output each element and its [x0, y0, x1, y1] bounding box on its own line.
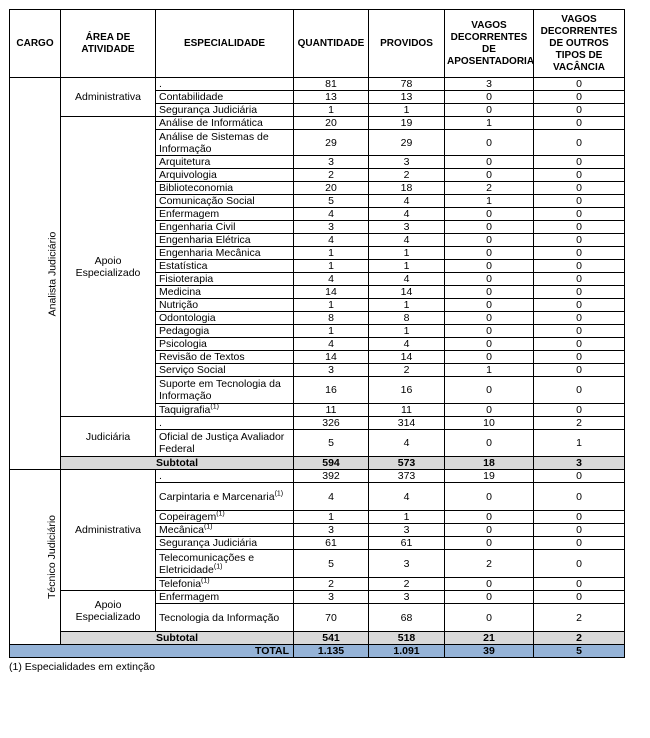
- vagos-aposentadoria-cell: 0: [445, 351, 534, 364]
- vagos-aposentadoria-cell: 2: [445, 182, 534, 195]
- vagos-outros-cell: 0: [534, 483, 625, 511]
- analista-subtotal-row: [10, 457, 625, 470]
- vagos-outros-cell: 0: [534, 234, 625, 247]
- vagos-aposentadoria-cell: 0: [445, 273, 534, 286]
- vacancy-table-container: [9, 9, 624, 673]
- especialidade-label: Engenharia Mecânica: [159, 247, 261, 259]
- quantidade-cell: 5: [294, 550, 369, 578]
- vagos-aposentadoria-cell: 2: [445, 550, 534, 578]
- analista-cargo-label: Analista Judiciário: [46, 231, 59, 316]
- vagos-outros-cell: 0: [534, 273, 625, 286]
- vagos-aposentadoria-cell: 1: [445, 117, 534, 130]
- providos-cell: 4: [369, 208, 445, 221]
- providos-cell: 2: [369, 364, 445, 377]
- vagos-outros-cell: 0: [534, 156, 625, 169]
- especialidade-label: Arquitetura: [159, 156, 211, 168]
- especialidade-cell: [156, 273, 294, 286]
- vagos-outros-cell: 0: [534, 221, 625, 234]
- vagos-outros-cell: 1: [534, 430, 625, 457]
- especialidade-label: Fisioterapia: [159, 273, 214, 285]
- footnote-marker: (1): [216, 510, 225, 518]
- vagos-aposentadoria-cell: 0: [445, 221, 534, 234]
- especialidade-cell: [156, 130, 294, 156]
- quantidade-cell: 14: [294, 286, 369, 299]
- especialidade-cell: [156, 260, 294, 273]
- providos-cell: 2: [369, 578, 445, 591]
- vagos-aposentadoria-cell: 0: [445, 377, 534, 404]
- especialidade-cell: [156, 325, 294, 338]
- vagos-outros-cell: 0: [534, 299, 625, 312]
- especialidade-label: Contabilidade: [159, 91, 224, 103]
- vagos-aposentadoria-cell: 1: [445, 364, 534, 377]
- total-row: [10, 645, 625, 658]
- footnote-marker: (1): [274, 490, 284, 497]
- providos-cell: 2: [369, 169, 445, 182]
- table-row: [10, 117, 625, 130]
- vagos-outros-cell: 0: [534, 130, 625, 156]
- vagos-aposentadoria-cell: 0: [445, 511, 534, 524]
- especialidade-label: Enfermagem: [159, 591, 220, 603]
- vagos-outros-cell: 0: [534, 169, 625, 182]
- providos-cell: 78: [369, 78, 445, 91]
- quantidade-cell: 4: [294, 234, 369, 247]
- providos-cell: 61: [369, 537, 445, 550]
- quantidade-cell: 81: [294, 78, 369, 91]
- especialidade-label: .: [159, 470, 162, 482]
- quantidade-cell: 2: [294, 169, 369, 182]
- providos-cell: 1: [369, 511, 445, 524]
- header-cargo: CARGO: [10, 10, 61, 78]
- footnote: (1) Especialidades em extinção: [9, 661, 155, 673]
- quantidade-cell: 14: [294, 351, 369, 364]
- subtotal-vagos-outros: 3: [534, 457, 625, 470]
- total-vagos-aposentadoria: 39: [445, 645, 534, 658]
- tecnico-subtotal-row: [10, 632, 625, 645]
- especialidade-label: Odontologia: [159, 312, 216, 324]
- providos-cell: 11: [369, 404, 445, 417]
- vagos-outros-cell: 0: [534, 537, 625, 550]
- footnote-marker: (1): [203, 523, 213, 531]
- especialidade-label: Medicina: [159, 286, 202, 298]
- quantidade-cell: 392: [294, 470, 369, 483]
- especialidade-cell: [156, 104, 294, 117]
- especialidade-cell: [156, 78, 294, 91]
- subtotal-quantidade: 594: [294, 457, 369, 470]
- especialidade-cell: [156, 470, 294, 483]
- vagos-outros-cell: 0: [534, 470, 625, 483]
- quantidade-cell: 4: [294, 483, 369, 511]
- providos-cell: 3: [369, 524, 445, 537]
- especialidade-cell: [156, 550, 294, 578]
- table-body: [10, 78, 625, 658]
- table-row: [10, 417, 625, 430]
- vagos-aposentadoria-cell: 0: [445, 537, 534, 550]
- subtotal-vagos-aposentadoria: 18: [445, 457, 534, 470]
- vagos-outros-cell: 0: [534, 364, 625, 377]
- quantidade-cell: 11: [294, 404, 369, 417]
- especialidade-cell: [156, 511, 294, 524]
- tecnico-cargo-label: Técnico Judiciário: [46, 514, 59, 600]
- subtotal-quantidade: 541: [294, 632, 369, 645]
- providos-cell: 4: [369, 273, 445, 286]
- vagos-outros-cell: 2: [534, 604, 625, 632]
- especialidade-cell: [156, 169, 294, 182]
- quantidade-cell: 20: [294, 117, 369, 130]
- especialidade-label: Serviço Social: [159, 364, 226, 376]
- subtotal-providos: 573: [369, 457, 445, 470]
- especialidade-label: Revisão de Textos: [159, 351, 245, 363]
- quantidade-cell: 3: [294, 364, 369, 377]
- especialidade-cell: [156, 208, 294, 221]
- quantidade-cell: 3: [294, 156, 369, 169]
- quantidade-cell: 70: [294, 604, 369, 632]
- vagos-outros-cell: 0: [534, 404, 625, 417]
- quantidade-cell: 326: [294, 417, 369, 430]
- providos-cell: 14: [369, 351, 445, 364]
- vagos-aposentadoria-cell: 0: [445, 247, 534, 260]
- vagos-aposentadoria-cell: 0: [445, 591, 534, 604]
- especialidade-label: Biblioteconomia: [159, 182, 234, 194]
- providos-cell: 1: [369, 299, 445, 312]
- providos-cell: 8: [369, 312, 445, 325]
- especialidade-label: Copeiragem: [159, 511, 217, 523]
- especialidade-label: Análise de Informática: [159, 117, 263, 129]
- especialidade-cell: [156, 351, 294, 364]
- providos-cell: 3: [369, 221, 445, 234]
- quantidade-cell: 3: [294, 524, 369, 537]
- especialidade-cell: [156, 312, 294, 325]
- especialidade-label: Telecomunicações e Eletricidade: [159, 551, 255, 576]
- vagos-aposentadoria-cell: 0: [445, 104, 534, 117]
- quantidade-cell: 29: [294, 130, 369, 156]
- providos-cell: 1: [369, 247, 445, 260]
- vagos-outros-cell: 0: [534, 247, 625, 260]
- vacancy-table: [9, 9, 625, 658]
- especialidade-cell: [156, 195, 294, 208]
- vagos-aposentadoria-cell: 3: [445, 78, 534, 91]
- area-cell: Judiciária: [61, 417, 156, 457]
- vagos-aposentadoria-cell: 0: [445, 338, 534, 351]
- quantidade-cell: 3: [294, 221, 369, 234]
- especialidade-cell: [156, 591, 294, 604]
- especialidade-label: Segurança Judiciária: [159, 104, 258, 116]
- especialidade-label: Mecânica: [159, 524, 204, 536]
- providos-cell: 18: [369, 182, 445, 195]
- especialidade-cell: [156, 286, 294, 299]
- especialidade-cell: [156, 417, 294, 430]
- quantidade-cell: 5: [294, 430, 369, 457]
- vagos-outros-cell: 0: [534, 511, 625, 524]
- especialidade-label: .: [159, 417, 162, 429]
- providos-cell: 4: [369, 338, 445, 351]
- vagos-aposentadoria-cell: 0: [445, 286, 534, 299]
- especialidade-cell: [156, 156, 294, 169]
- especialidade-label: Oficial de Justiça Avaliador Federal: [159, 431, 285, 455]
- footnote-marker: (1): [210, 403, 219, 411]
- subtotal-label: Subtotal: [61, 632, 294, 645]
- especialidade-cell: [156, 483, 294, 511]
- especialidade-label: Engenharia Elétrica: [159, 234, 251, 246]
- especialidade-cell: [156, 404, 294, 417]
- area-cell: Administrativa: [61, 470, 156, 591]
- quantidade-cell: 61: [294, 537, 369, 550]
- especialidade-cell: [156, 117, 294, 130]
- total-quantidade: 1.135: [294, 645, 369, 658]
- analista-cargo-cell: [10, 78, 61, 470]
- table-row: [10, 470, 625, 483]
- providos-cell: 1: [369, 260, 445, 273]
- especialidade-label: Taquigrafia: [159, 404, 211, 416]
- vagos-aposentadoria-cell: 0: [445, 325, 534, 338]
- especialidade-label: Tecnologia da Informação: [159, 611, 280, 624]
- providos-cell: 4: [369, 483, 445, 511]
- providos-cell: 14: [369, 286, 445, 299]
- vagos-aposentadoria-cell: 0: [445, 604, 534, 632]
- providos-cell: 3: [369, 550, 445, 578]
- especialidade-label: Telefonia: [159, 578, 202, 590]
- providos-cell: 3: [369, 156, 445, 169]
- especialidade-cell: [156, 537, 294, 550]
- providos-cell: 3: [369, 591, 445, 604]
- subtotal-providos: 518: [369, 632, 445, 645]
- providos-cell: 4: [369, 430, 445, 457]
- especialidade-cell: [156, 91, 294, 104]
- vagos-outros-cell: 0: [534, 325, 625, 338]
- vagos-aposentadoria-cell: 0: [445, 430, 534, 457]
- footnote-marker: (1): [213, 563, 223, 570]
- vagos-aposentadoria-cell: 0: [445, 91, 534, 104]
- header-vagos-outros: VAGOS DECORRENTES DE OUTROS TIPOS DE VACÂNCIA: [534, 10, 625, 78]
- subtotal-vagos-aposentadoria: 21: [445, 632, 534, 645]
- total-providos: 1.091: [369, 645, 445, 658]
- vagos-aposentadoria-cell: 10: [445, 417, 534, 430]
- especialidade-label: Suporte em Tecnologia da Informação: [159, 378, 281, 402]
- vagos-outros-cell: 0: [534, 351, 625, 364]
- providos-cell: 4: [369, 234, 445, 247]
- vagos-outros-cell: 0: [534, 550, 625, 578]
- vagos-aposentadoria-cell: 0: [445, 169, 534, 182]
- especialidade-cell: [156, 578, 294, 591]
- providos-cell: 1: [369, 104, 445, 117]
- especialidade-cell: [156, 430, 294, 457]
- vagos-aposentadoria-cell: 0: [445, 404, 534, 417]
- vagos-aposentadoria-cell: 0: [445, 312, 534, 325]
- providos-cell: 13: [369, 91, 445, 104]
- providos-cell: 19: [369, 117, 445, 130]
- quantidade-cell: 5: [294, 195, 369, 208]
- quantidade-cell: 1: [294, 104, 369, 117]
- especialidade-label: Segurança Judiciária: [159, 537, 258, 549]
- quantidade-cell: 1: [294, 247, 369, 260]
- providos-cell: 68: [369, 604, 445, 632]
- total-label: TOTAL: [10, 645, 294, 658]
- vagos-outros-cell: 0: [534, 78, 625, 91]
- header-row: [10, 10, 625, 78]
- quantidade-cell: 1: [294, 511, 369, 524]
- vagos-aposentadoria-cell: 19: [445, 470, 534, 483]
- quantidade-cell: 1: [294, 325, 369, 338]
- especialidade-cell: [156, 299, 294, 312]
- especialidade-cell: [156, 234, 294, 247]
- vagos-outros-cell: 0: [534, 286, 625, 299]
- vagos-aposentadoria-cell: 0: [445, 483, 534, 511]
- especialidade-label: .: [159, 78, 162, 90]
- providos-cell: 16: [369, 377, 445, 404]
- providos-cell: 373: [369, 470, 445, 483]
- quantidade-cell: 13: [294, 91, 369, 104]
- area-cell: Apoio Especializado: [61, 591, 156, 632]
- vagos-aposentadoria-cell: 0: [445, 130, 534, 156]
- table-row: [10, 78, 625, 91]
- especialidade-label: Pedagogia: [159, 325, 210, 337]
- vagos-outros-cell: 0: [534, 195, 625, 208]
- quantidade-cell: 1: [294, 260, 369, 273]
- vagos-outros-cell: 0: [534, 524, 625, 537]
- area-cell: Administrativa: [61, 78, 156, 117]
- especialidade-label: Enfermagem: [159, 208, 220, 220]
- vagos-aposentadoria-cell: 0: [445, 260, 534, 273]
- quantidade-cell: 1: [294, 299, 369, 312]
- especialidade-cell: [156, 182, 294, 195]
- especialidade-cell: [156, 247, 294, 260]
- providos-cell: 4: [369, 195, 445, 208]
- vagos-outros-cell: 0: [534, 338, 625, 351]
- subtotal-label: Subtotal: [61, 457, 294, 470]
- especialidade-cell: [156, 364, 294, 377]
- vagos-outros-cell: 0: [534, 260, 625, 273]
- vagos-aposentadoria-cell: 0: [445, 578, 534, 591]
- quantidade-cell: 16: [294, 377, 369, 404]
- especialidade-cell: [156, 338, 294, 351]
- header-especialidade: ESPECIALIDADE: [156, 10, 294, 78]
- quantidade-cell: 20: [294, 182, 369, 195]
- vagos-outros-cell: 0: [534, 208, 625, 221]
- providos-cell: 1: [369, 325, 445, 338]
- especialidade-label: Análise de Sistemas de Informação: [159, 130, 269, 155]
- header-area: ÁREA DE ATIVIDADE: [61, 10, 156, 78]
- vagos-aposentadoria-cell: 0: [445, 299, 534, 312]
- vagos-aposentadoria-cell: 0: [445, 234, 534, 247]
- header-quantidade: QUANTIDADE: [294, 10, 369, 78]
- especialidade-cell: [156, 221, 294, 234]
- vagos-outros-cell: 0: [534, 578, 625, 591]
- quantidade-cell: 4: [294, 273, 369, 286]
- area-cell: Apoio Especializado: [61, 117, 156, 417]
- especialidade-label: Psicologia: [159, 338, 207, 350]
- especialidade-label: Carpintaria e Marcenaria: [159, 490, 275, 503]
- vagos-aposentadoria-cell: 0: [445, 524, 534, 537]
- header-vagos-aposentadoria: VAGOS DECORRENTES DE APOSENTADORIA: [445, 10, 534, 78]
- especialidade-label: Nutrição: [159, 299, 199, 311]
- vagos-outros-cell: 0: [534, 117, 625, 130]
- vagos-outros-cell: 0: [534, 182, 625, 195]
- vagos-outros-cell: 0: [534, 312, 625, 325]
- quantidade-cell: 2: [294, 578, 369, 591]
- table-row: [10, 591, 625, 604]
- especialidade-cell: [156, 524, 294, 537]
- especialidade-label: Comunicação Social: [159, 195, 255, 207]
- especialidade-label: Arquivologia: [159, 169, 217, 181]
- providos-cell: 314: [369, 417, 445, 430]
- quantidade-cell: 4: [294, 208, 369, 221]
- vagos-outros-cell: 0: [534, 591, 625, 604]
- footnote-marker: (1): [201, 577, 210, 585]
- tecnico-cargo-cell: [10, 470, 61, 645]
- especialidade-cell: [156, 377, 294, 404]
- vagos-aposentadoria-cell: 1: [445, 195, 534, 208]
- especialidade-cell: [156, 604, 294, 632]
- vagos-outros-cell: 0: [534, 377, 625, 404]
- vagos-aposentadoria-cell: 0: [445, 156, 534, 169]
- total-vagos-outros: 5: [534, 645, 625, 658]
- especialidade-label: Estatística: [159, 260, 208, 272]
- especialidade-label: Engenharia Civil: [159, 221, 236, 233]
- quantidade-cell: 4: [294, 338, 369, 351]
- providos-cell: 29: [369, 130, 445, 156]
- vagos-outros-cell: 0: [534, 91, 625, 104]
- quantidade-cell: 8: [294, 312, 369, 325]
- quantidade-cell: 3: [294, 591, 369, 604]
- vagos-outros-cell: 2: [534, 417, 625, 430]
- header-providos: PROVIDOS: [369, 10, 445, 78]
- vagos-aposentadoria-cell: 0: [445, 208, 534, 221]
- subtotal-vagos-outros: 2: [534, 632, 625, 645]
- vagos-outros-cell: 0: [534, 104, 625, 117]
